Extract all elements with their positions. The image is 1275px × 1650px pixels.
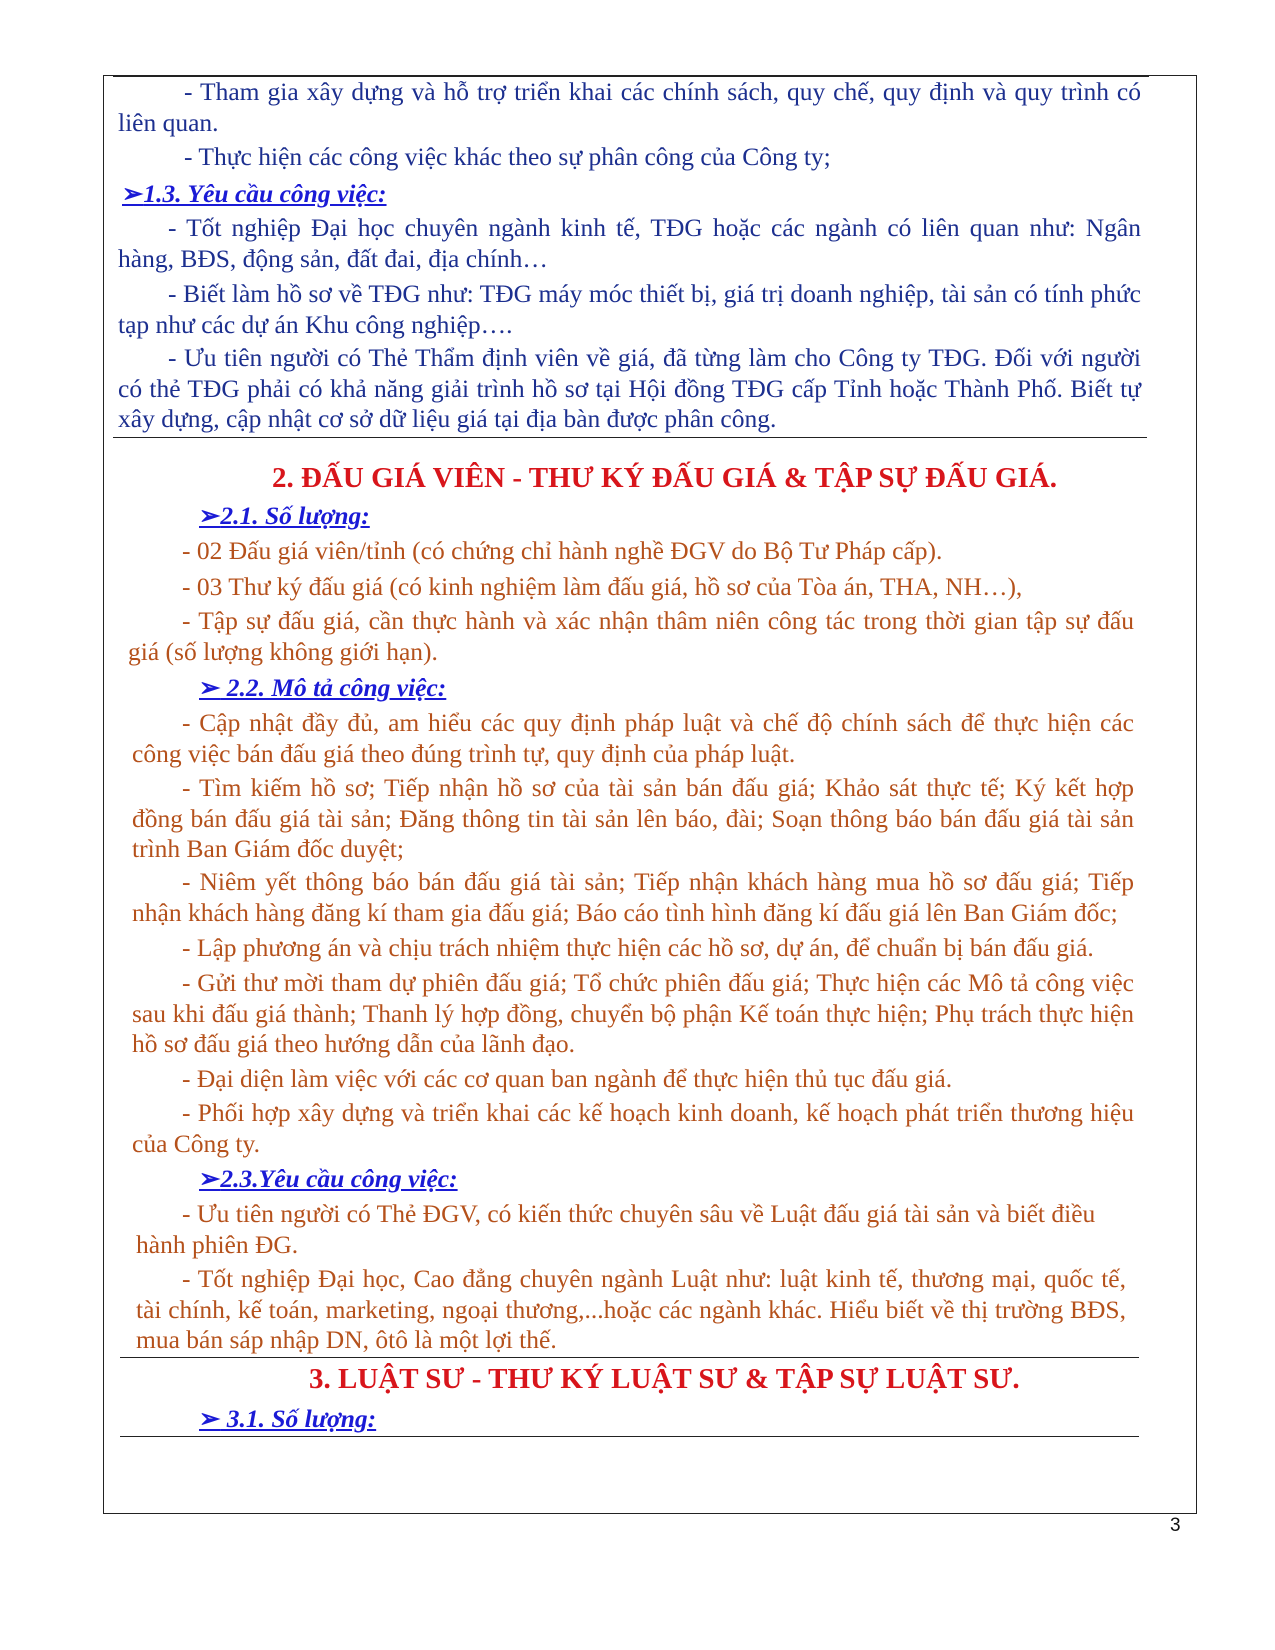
page-number: 3 xyxy=(1170,1515,1181,1536)
bottom-rule xyxy=(120,1436,1139,1437)
subheading-description-2 xyxy=(199,673,446,703)
subheading-text: 2.1. Số lượng: xyxy=(220,501,370,530)
arrow-icon: ➢ xyxy=(199,501,221,530)
paragraph: - Phối hợp xây dựng và triển khai các kế hoạch kinh doanh, kế hoạch phát triển thương hiệu của Công ty. xyxy=(132,1098,1134,1158)
paragraph: - Lập phương án và chịu trách nhiệm thực hiện các hồ sơ, dự án, để chuẩn bị bán đấu giá. xyxy=(182,933,1094,962)
section-title-2: 2. ĐẤU GIÁ VIÊN - THƯ KÝ ĐẤU GIÁ & TẬP SỰ ĐẤU GIÁ. xyxy=(272,462,1057,494)
paragraph: - Đại diện làm việc với các cơ quan ban ngành để thực hiện thủ tục đấu giá. xyxy=(182,1064,953,1093)
paragraph: - Ưu tiên người có Thẻ Thẩm định viên về giá, đã từng làm cho Công ty TĐG. Đối với người có thẻ TĐG phải có khả năng giải trình hồ sơ tại Hội đồng TĐG cấp Tỉnh hoặc Thành Phố. Biết tự xây dựng, cập nhật cơ sở dữ liệu giá tại địa bàn được phân công. xyxy=(118,343,1141,433)
divider xyxy=(120,1357,1139,1358)
paragraph: - Thực hiện các công việc khác theo sự phân công của Công ty; xyxy=(184,142,831,171)
paragraph: - Tập sự đấu giá, cần thực hành và xác nhận thâm niên công tác trong thời gian tập sự đấu giá (số lượng không giới hạn). xyxy=(128,606,1134,666)
paragraph: - Tham gia xây dựng và hỗ trợ triển khai các chính sách, quy chế, quy định và quy trình có liên quan. xyxy=(118,77,1141,137)
subheading-text: 2.2. Mô tả công việc: xyxy=(220,673,447,702)
subheading-requirements-1 xyxy=(122,179,387,209)
subheading-text: 1.3. Yêu cầu công việc: xyxy=(143,179,387,208)
section-title-3: 3. LUẬT SƯ - THƯ KÝ LUẬT SƯ & TẬP SỰ LUẬT SƯ. xyxy=(309,1363,1020,1395)
arrow-icon: ➢ xyxy=(199,673,221,702)
paragraph: - 02 Đấu giá viên/tỉnh (có chứng chỉ hành nghề ĐGV do Bộ Tư Pháp cấp). xyxy=(182,536,943,565)
paragraph: - Ưu tiên người có Thẻ ĐGV, có kiến thức chuyên sâu về Luật đấu giá tài sản và biết điều hành phiên ĐG. xyxy=(136,1199,1096,1259)
paragraph: - Cập nhật đầy đủ, am hiểu các quy định pháp luật và chế độ chính sách để thực hiện các công việc bán đấu giá theo đúng trình tự, quy định của pháp luật. xyxy=(132,708,1134,768)
subheading-text: 3.1. Số lượng: xyxy=(220,1404,377,1433)
subheading-quantity-3 xyxy=(199,1404,376,1434)
paragraph: - Niêm yết thông báo bán đấu giá tài sản; Tiếp nhận khách hàng mua hồ sơ đấu giá; Tiếp nhận khách hàng đăng kí tham gia đấu giá; Báo cáo tình hình đăng kí đấu giá lên Ban Giám đốc; xyxy=(132,867,1134,927)
subheading-text: 2.3.Yêu cầu công việc: xyxy=(220,1164,458,1193)
subheading-quantity-2 xyxy=(199,501,370,531)
paragraph: - Tốt nghiệp Đại học chuyên ngành kinh tế, TĐG hoặc các ngành có liên quan như: Ngân hàng, BĐS, động sản, đất đai, địa chính… xyxy=(118,213,1141,273)
paragraph: - Biết làm hồ sơ về TĐG như: TĐG máy móc thiết bị, giá trị doanh nghiệp, tài sản có tính phức tạp như các dự án Khu công nghiệp…. xyxy=(118,279,1141,339)
arrow-icon: ➢ xyxy=(199,1164,221,1193)
paragraph: - Tìm kiếm hồ sơ; Tiếp nhận hồ sơ của tài sản bán đấu giá; Khảo sát thực tế; Ký kết hợp đồng bán đấu giá tài sản; Đăng thông tin tài sản lên báo, đài; Soạn thông báo bán đấu giá tài sản trình Ban Giám đốc duyệt; xyxy=(132,773,1134,863)
divider xyxy=(113,437,1147,438)
arrow-icon: ➢ xyxy=(122,179,144,208)
subheading-requirements-2 xyxy=(199,1164,458,1194)
arrow-icon: ➢ xyxy=(199,1404,221,1433)
paragraph: - 03 Thư ký đấu giá (có kinh nghiệm làm đấu giá, hồ sơ của Tòa án, THA, NH…), xyxy=(182,572,1023,601)
paragraph: - Tốt nghiệp Đại học, Cao đẳng chuyên ngành Luật như: luật kinh tế, thương mại, quốc tế, tài chính, kế toán, marketing, ngoại thương,...hoặc các ngành khác. Hiểu biết về thị trường BĐS, mua bán sáp nhập DN, ôtô là một lợi thế. xyxy=(136,1264,1126,1354)
paragraph: - Gửi thư mời tham dự phiên đấu giá; Tổ chức phiên đấu giá; Thực hiện các Mô tả công việc sau khi đấu giá thành; Thanh lý hợp đồng, chuyển bộ phận Kế toán thực hiện; Phụ trách thực hiện hồ sơ đấu giá theo hướng dẫn của lãnh đạo. xyxy=(132,968,1134,1058)
